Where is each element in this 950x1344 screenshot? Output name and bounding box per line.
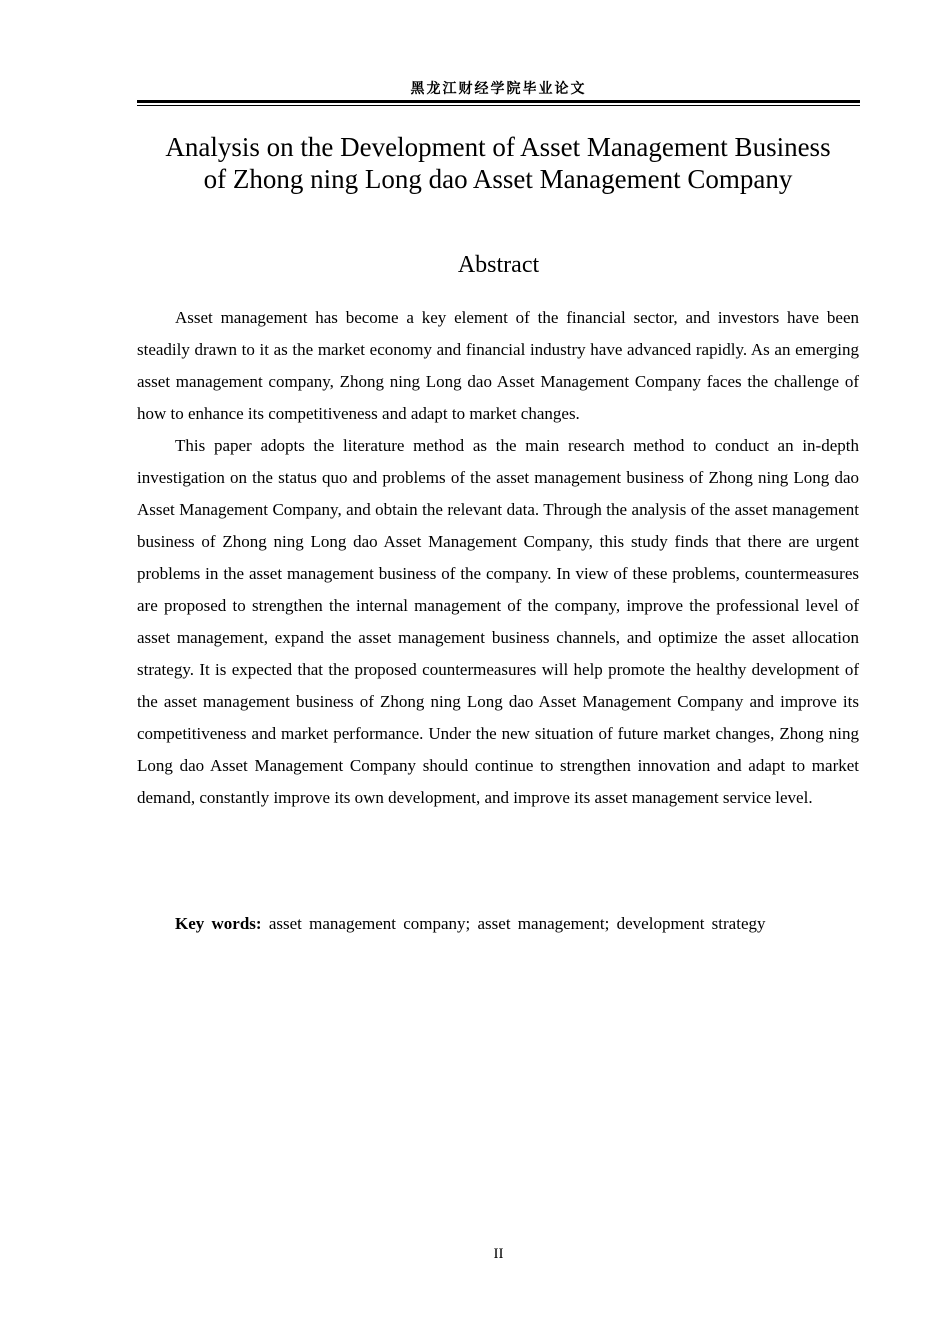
- keywords-label: Key words:: [175, 914, 262, 933]
- running-header: 黑龙江财经学院毕业论文: [410, 81, 587, 97]
- abstract-body: [137, 302, 859, 814]
- abstract-paragraph-2: This paper adopts the literature method as the main research method to conduct an in-depth investigation on the status quo and problems of the asset management business of Zhong ning Long dao Asset Management Company, and obtain the relevant data. Through the analysis of the asset management business of Zhong ning Long dao Asset Management Company, this study finds that there are urgent problems in the asset management business of the company. In view of these problems, countermeasures are proposed to strengthen the internal management of the company, improve the professional level of asset management, expand the asset management business channels, and optimize the asset allocation strategy. It is expected that the proposed countermeasures will help promote the healthy development of the asset management business of Zhong ning Long dao Asset Management Company and improve its competitiveness and market performance. Under the new situation of future market changes, Zhong ning Long dao Asset Management Company should continue to strengthen innovation and adapt to market demand, constantly improve its own development, and improve its asset management service level.: [137, 436, 859, 807]
- paper-title: Analysis on the Development of Asset Management Business of Zhong ning Long dao Asset Management Company: [165, 132, 831, 194]
- header-rule-thick: [137, 100, 860, 103]
- keywords-text: asset management company; asset management; development strategy: [268, 914, 766, 933]
- header-rule-thin: [137, 105, 860, 106]
- abstract-heading: Abstract: [457, 252, 540, 278]
- abstract-paragraph-1: Asset management has become a key element of the financial sector, and investors have been steadily drawn to it as the market economy and financial industry have advanced rapidly. As an emerging asset management company, Zhong ning Long dao Asset Management Company faces the challenge of how to enhance its competitiveness and adapt to market changes.: [137, 308, 859, 423]
- page-number: II: [493, 1246, 504, 1262]
- keywords-line: [137, 908, 859, 940]
